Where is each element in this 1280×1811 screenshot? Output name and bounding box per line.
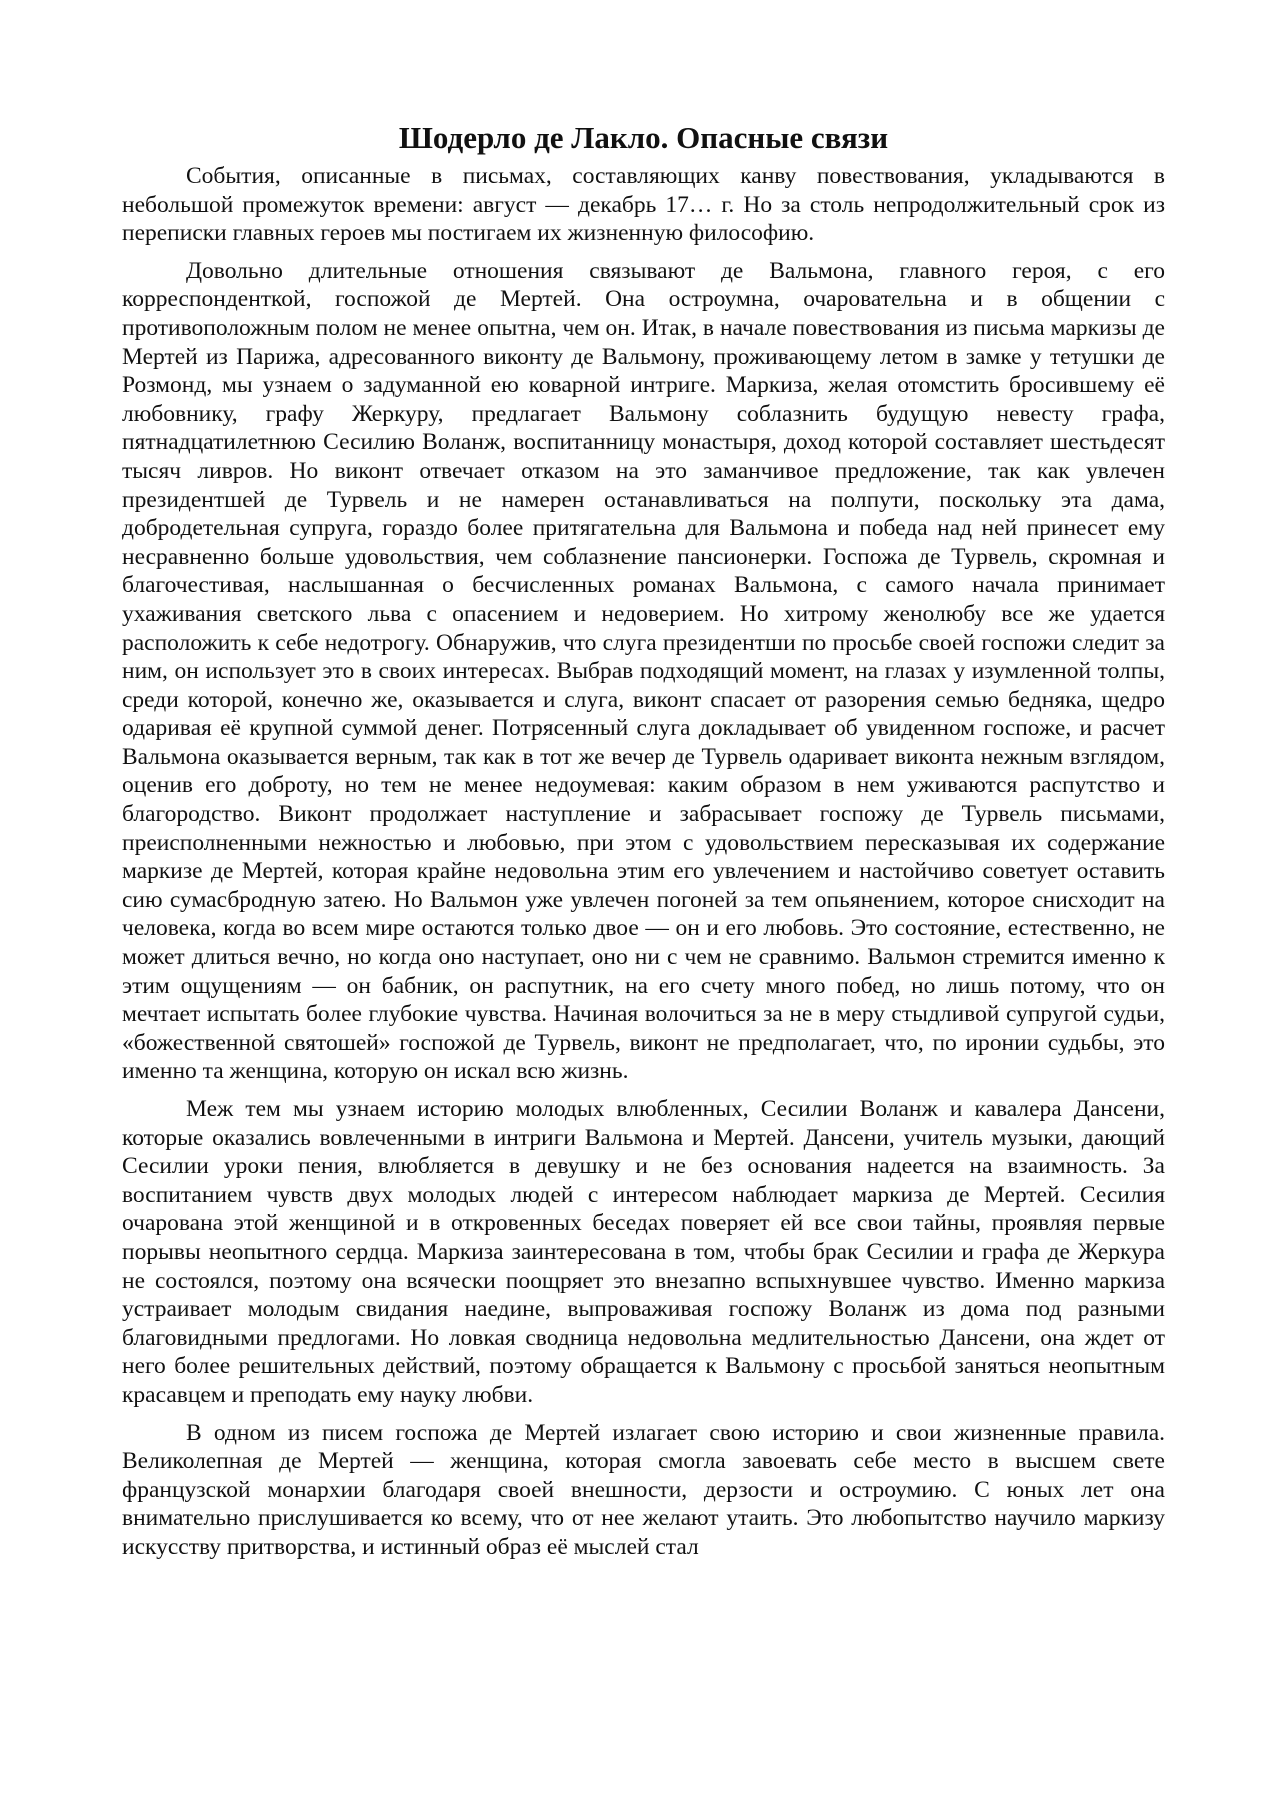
paragraph-merteuil: В одном из писем госпожа де Мертей излагает свою историю и свои жизненные правила. Великолепная де Мертей — женщина, которая смогла завоевать себе место в высшем свете французской монархии благодаря своей внешности, дерзости и остроумию. С юных лет она внимательно прислушивается ко всему, что от нее желают утаить. Это любопытство научило маркизу искусству притворства, и истинный образ её мыслей стал	[122, 1419, 1165, 1560]
document-title: Шодерло де Лакло. Опасные связи	[398, 120, 889, 155]
paragraph-valmont: Довольно длительные отношения связывают де Вальмона, главного героя, с его корреспонденткой, госпожой де Мертей. Она остроумна, очаровательна и в общении с противоположным полом не менее опытна, чем он. Итак, в начале повествования из письма маркизы де Мертей из Парижа, адресованного виконту де Вальмону, проживающему летом в замке у тетушки де Розмонд, мы узнаем о задуманной ею коварной интриге. Маркиза, желая отомстить бросившему её любовнику, графу Жеркуру, предлагает Вальмону соблазнить будущую невесту графа, пятнадцатилетнюю Сесилию Воланж, воспитанницу монастыря, доход которой составляет шестьдесят тысяч ливров. Но виконт отвечает отказом на это заманчивое предложение, так как увлечен президентшей де Турвель и не намерен останавливаться на полпути, поскольку эта дама, добродетельная супруга, гораздо более притягательна для Вальмона и победа над ней принесет ему несравненно больше удовольствия, чем соблазнение пансионерки. Госпожа де Турвель, скромная и благочестивая, наслышанная о бесчисленных романах Вальмона, с самого начала принимает ухаживания светского льва с опасением и недоверием. Но хитрому женолюбу все же удается расположить к себе недотрогу. Обнаружив, что слуга президентши по просьбе своей госпожи следит за ним, он использует это в своих интересах. Выбрав подходящий момент, на глазах у изумленной толпы, среди которой, конечно же, оказывается и слуга, виконт спасает от разорения семью бедняка, щедро одаривая её крупной суммой денег. Потрясенный слуга докладывает об увиденном госпоже, и расчет Вальмона оказывается верным, так как в тот же вечер де Турвель одаривает виконта нежным взглядом, оценив его доброту, но тем не менее недоумевая: каким образом в нем уживаются распутство и благородство. Виконт продолжает наступление и забрасывает госпожу де Турвель письмами, преисполненными нежностью и любовью, при этом с удовольствием пересказывая их содержание маркизе де Мертей, которая крайне недовольна этим его увлечением и настойчиво советует оставить сию сумасбродную затею. Но Вальмон уже увлечен погоней за тем опьянением, которое снисходит на человека, когда во всем мире остаются только двое — он и его любовь. Это состояние, естественно, не может длиться вечно, но когда оно наступает, оно ни с чем не сравнимо. Вальмон стремится именно к этим ощущениям — он бабник, он распутник, на его счету много побед, но лишь потому, что он мечтает испытать более глубокие чувства. Начиная волочиться за не в меру стыдливой супругой судьи, «божественной святошей» госпожой де Турвель, виконт не предполагает, что, по иронии судьбы, это именно та женщина, которую он искал всю жизнь.	[122, 257, 1165, 1085]
paragraph-cecile-danceny: Меж тем мы узнаем историю молодых влюбленных, Сесилии Воланж и кавалера Дансени, которые оказались вовлеченными в интриги Вальмона и Мертей. Дансени, учитель музыки, дающий Сесилии уроки пения, влюбляется в девушку и не без основания надеется на взаимность. За воспитанием чувств двух молодых людей с интересом наблюдает маркиза де Мертей. Сесилия очарована этой женщиной и в откровенных беседах поверяет ей все свои тайны, проявляя первые порывы неопытного сердца. Маркиза заинтересована в том, чтобы брак Сесилии и графа де Жеркура не состоялся, поэтому она всячески поощряет это внезапно вспыхнувшее чувство. Именно маркиза устраивает молодым свидания наедине, выпроваживая госпожу Воланж из дома под разными благовидными предлогами. Но ловкая сводница недовольна медлительностью Дансени, она ждет от него более решительных действий, поэтому обращается к Вальмону с просьбой заняться неопытным красавцем и преподать ему науку любви.	[122, 1096, 1165, 1408]
paragraph-intro: События, описанные в письмах, составляющих канву повествования, укладываются в небольшой промежуток времени: август — декабрь 17… г. Но за столь непродолжительный срок из переписки главных героев мы постигаем их жизненную философию.	[122, 163, 1165, 247]
document-page	[122, 118, 1165, 1571]
